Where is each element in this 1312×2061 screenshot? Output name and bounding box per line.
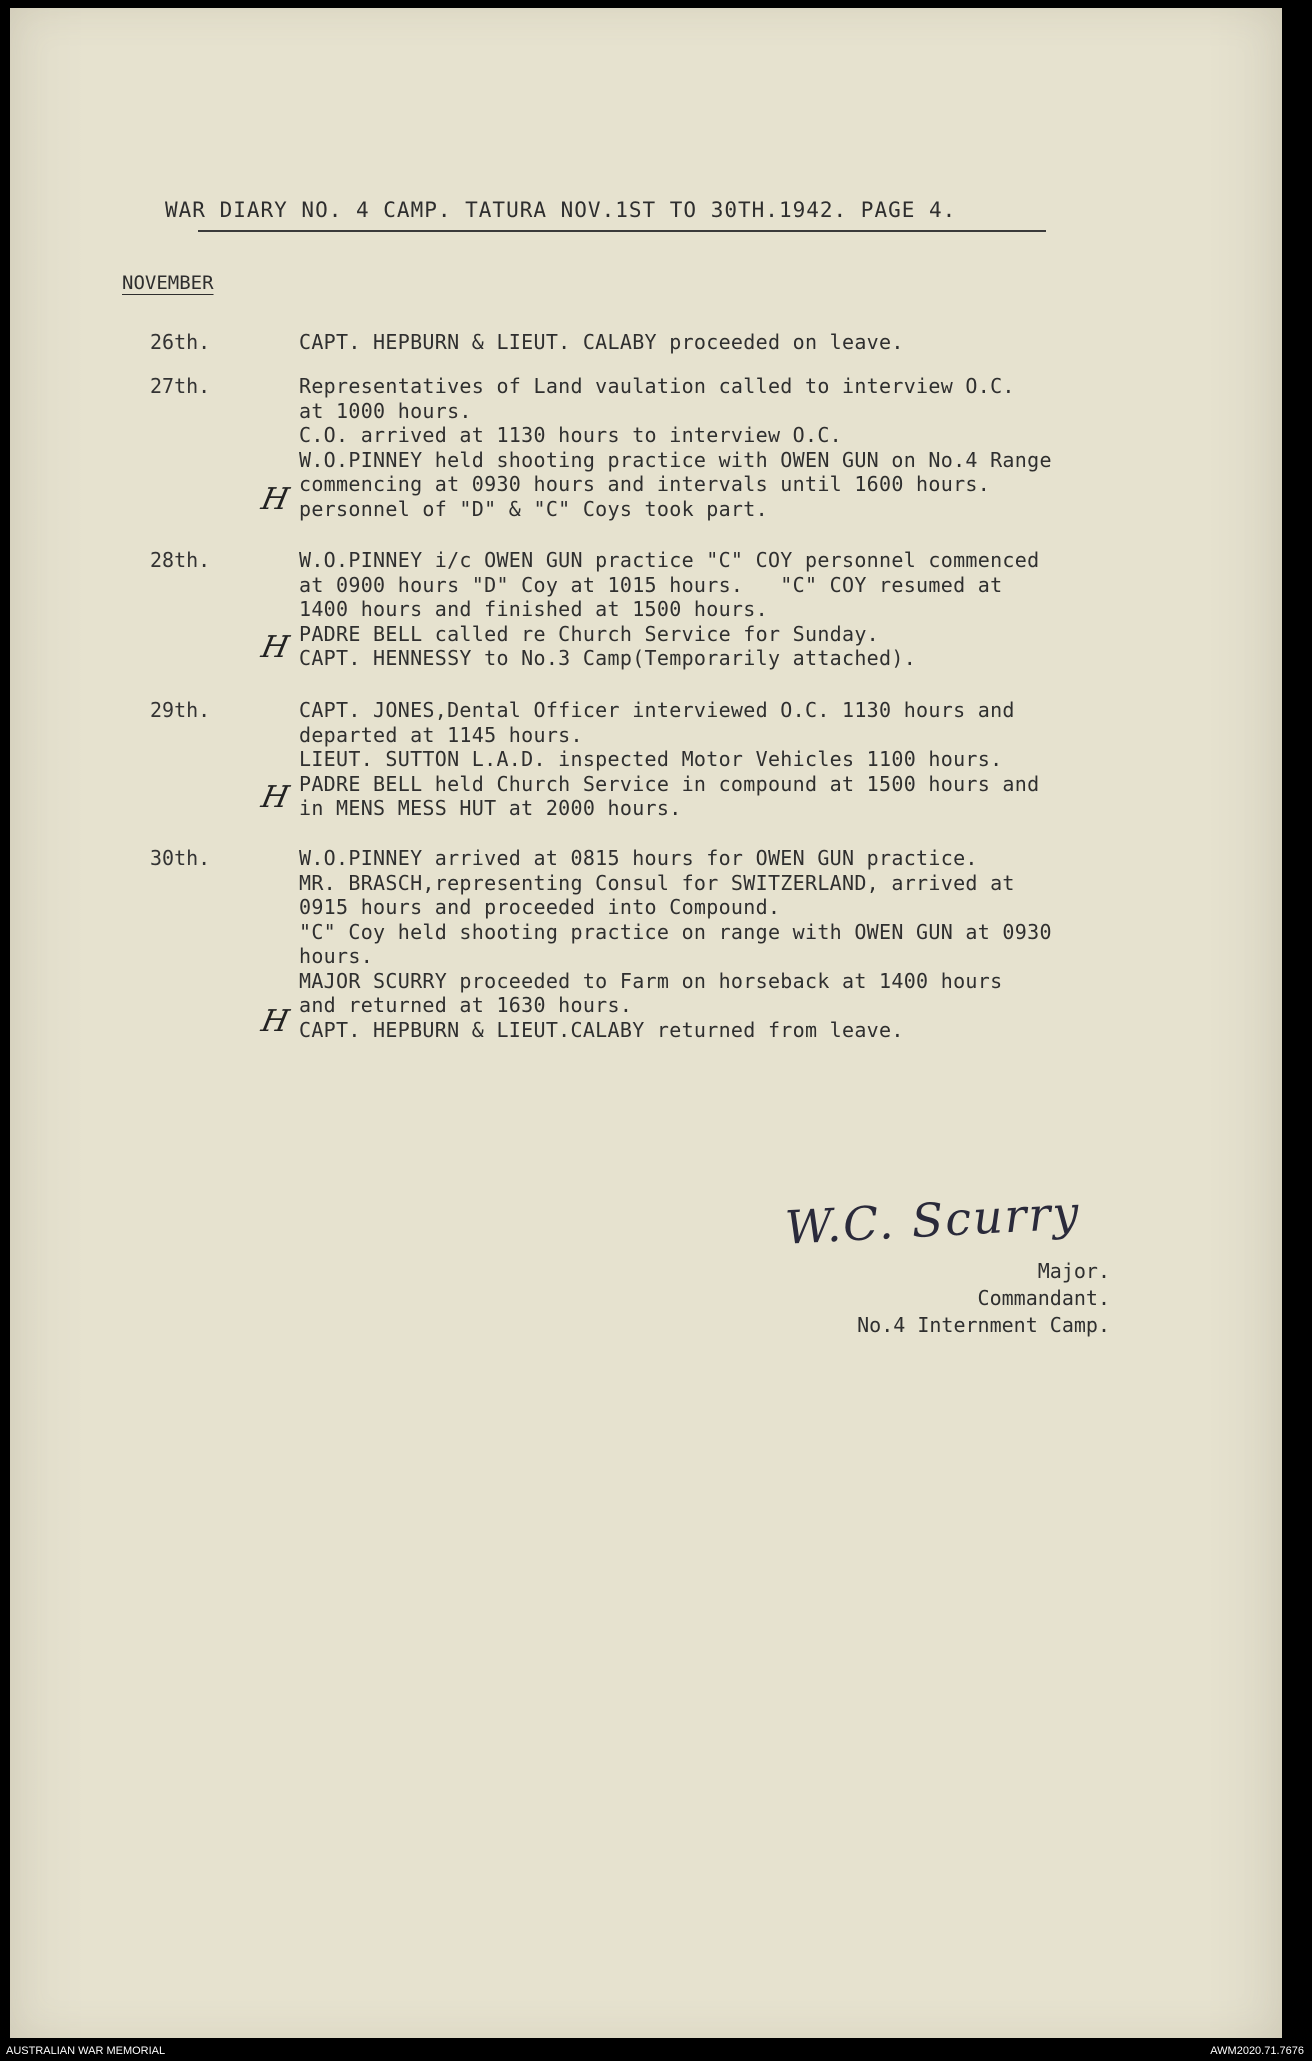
entry-line: 1400 hours and finished at 1500 hours. bbox=[299, 597, 768, 621]
entry-line: CAPT. HEPBURN & LIEUT. CALABY proceeded on leave. bbox=[299, 330, 904, 354]
entry-date: 27th. bbox=[150, 374, 211, 398]
entry-text bbox=[299, 548, 1039, 671]
entry-date: 28th. bbox=[150, 548, 211, 572]
entry-line: W.O.PINNEY arrived at 0815 hours for OWEN GUN practice. bbox=[299, 846, 978, 870]
entry-line: PADRE BELL held Church Service in compound at 1500 hours and bbox=[299, 771, 1040, 796]
entry-line: PADRE BELL called re Church Service for Sunday. bbox=[299, 621, 880, 646]
entry-line: CAPT. HENNESSY to No.3 Camp(Temporarily attached). bbox=[299, 646, 917, 670]
entry-line: W.O.PINNEY i/c OWEN GUN practice "C" COY personnel commenced bbox=[299, 548, 1040, 572]
entry-text bbox=[299, 846, 1052, 1042]
signature-unit: No.4 Internment Camp. bbox=[857, 1313, 1110, 1337]
entry-line: W.O.PINNEY held shooting practice with OWEN GUN on No.4 Range bbox=[299, 447, 1052, 472]
footer-catalogue-id: AWM2020.71.7676 bbox=[1210, 2045, 1304, 2057]
handwritten-initial-mark: H bbox=[258, 630, 292, 665]
entry-line: "C" Coy held shooting practice on range with OWEN GUN at 0930 bbox=[299, 919, 1052, 944]
entry-line: at 1000 hours. bbox=[299, 398, 472, 423]
handwritten-initial-mark: H bbox=[258, 780, 292, 815]
entry-line: commencing at 0930 hours and intervals until 1600 hours. bbox=[299, 472, 991, 496]
entry-line: LIEUT. SUTTON L.A.D. inspected Motor Vehicles 1100 hours. bbox=[299, 747, 1003, 771]
entry-line: in MENS MESS HUT at 2000 hours. bbox=[299, 796, 682, 820]
handwritten-initial-mark: H bbox=[258, 482, 292, 517]
document-heading: WAR DIARY NO. 4 CAMP. TATURA NOV.1ST TO 30TH.1942. PAGE 4. bbox=[165, 198, 957, 222]
entry-line: C.O. arrived at 1130 hours to interview O.C. bbox=[299, 423, 843, 447]
entry-line: at 0900 hours "D" Coy at 1015 hours. "C" COY resumed at bbox=[299, 572, 1003, 597]
entry-line: CAPT. JONES,Dental Officer interviewed O.C. 1130 hours and bbox=[299, 698, 1015, 722]
entry-text bbox=[299, 374, 1052, 521]
entry-line: Representatives of Land vaulation called to interview O.C. bbox=[299, 374, 1015, 398]
signature-rank: Major. bbox=[1037, 1259, 1110, 1283]
handwritten-initial-mark: H bbox=[258, 1004, 292, 1039]
heading-underline bbox=[198, 230, 1046, 232]
entry-text bbox=[299, 698, 1039, 821]
entry-line: 0915 hours and proceeded into Compound. bbox=[299, 895, 781, 919]
entry-date: 29th. bbox=[150, 698, 211, 722]
entry-line: CAPT. HEPBURN & LIEUT.CALABY returned from leave. bbox=[299, 1017, 904, 1042]
entry-date: 30th. bbox=[150, 846, 211, 870]
entry-date: 26th. bbox=[150, 330, 211, 354]
entry-line: departed at 1145 hours. bbox=[299, 722, 583, 747]
signature-block bbox=[780, 1258, 1110, 1339]
handwritten-signature: W.C. Scurry bbox=[783, 1185, 1082, 1255]
month-heading: NOVEMBER bbox=[122, 272, 214, 294]
entry-line: and returned at 1630 hours. bbox=[299, 993, 633, 1017]
entry-line: MAJOR SCURRY proceeded to Farm on horseback at 1400 hours bbox=[299, 968, 1003, 993]
entry-line: personnel of "D" & "C" Coys took part. bbox=[299, 496, 768, 521]
entry-text bbox=[299, 330, 904, 355]
signature-title: Commandant. bbox=[977, 1286, 1110, 1310]
entry-line: MR. BRASCH,representing Consul for SWITZERLAND, arrived at bbox=[299, 870, 1015, 895]
footer-archive-name: AUSTRALIAN WAR MEMORIAL bbox=[6, 2045, 166, 2057]
document-page bbox=[10, 8, 1282, 2038]
entry-line: hours. bbox=[299, 944, 374, 968]
